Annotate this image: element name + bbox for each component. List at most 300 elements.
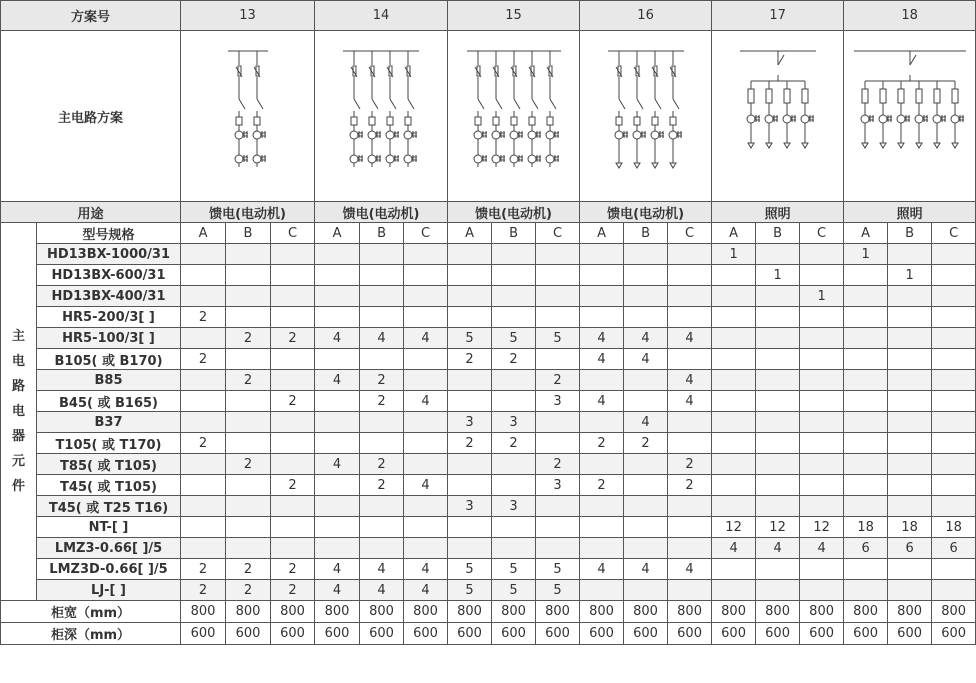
component-count <box>844 433 888 454</box>
component-count: 2 <box>181 433 226 454</box>
dimension-value: 800 <box>844 601 888 623</box>
component-count <box>712 412 756 433</box>
component-count: 2 <box>181 580 226 601</box>
dimension-value: 800 <box>624 601 668 623</box>
component-count <box>580 538 624 559</box>
component-count <box>271 517 315 538</box>
component-count <box>536 307 580 328</box>
circuit-diagram-cell <box>580 31 712 202</box>
dimension-row <box>1 601 976 623</box>
component-count <box>844 328 888 349</box>
component-row <box>1 328 976 349</box>
component-count <box>226 433 271 454</box>
component-count <box>624 475 668 496</box>
component-count <box>315 307 360 328</box>
component-count <box>624 370 668 391</box>
component-count <box>536 517 580 538</box>
component-count <box>404 286 448 307</box>
component-row <box>1 496 976 517</box>
component-count: 4 <box>360 580 404 601</box>
component-count <box>756 244 800 265</box>
component-count <box>844 454 888 475</box>
dimension-value: 600 <box>932 623 976 645</box>
component-count <box>888 391 932 412</box>
component-count <box>181 391 226 412</box>
component-count: 18 <box>888 517 932 538</box>
component-count <box>226 391 271 412</box>
component-count <box>315 433 360 454</box>
component-count <box>844 265 888 286</box>
dimension-value: 600 <box>668 623 712 645</box>
component-count <box>448 286 492 307</box>
component-name: T45( 或 T25 T16) <box>37 496 181 517</box>
component-count <box>226 538 271 559</box>
dimension-value: 600 <box>888 623 932 645</box>
component-count <box>712 328 756 349</box>
component-count <box>360 433 404 454</box>
component-count <box>226 286 271 307</box>
component-count <box>844 496 888 517</box>
component-count <box>404 454 448 475</box>
component-name: T85( 或 T105) <box>37 454 181 475</box>
component-count <box>712 580 756 601</box>
component-count <box>800 244 844 265</box>
component-row <box>1 412 976 433</box>
component-count <box>226 349 271 370</box>
component-count <box>756 307 800 328</box>
sub-column-header: C <box>668 223 712 244</box>
component-count <box>624 454 668 475</box>
component-count <box>580 412 624 433</box>
component-count <box>181 496 226 517</box>
component-count: 1 <box>844 244 888 265</box>
dimension-value: 600 <box>624 623 668 645</box>
component-count <box>536 265 580 286</box>
component-count <box>448 454 492 475</box>
component-count <box>800 412 844 433</box>
component-count <box>271 454 315 475</box>
component-count <box>668 349 712 370</box>
component-count <box>580 496 624 517</box>
usage-value: 馈电(电动机) <box>580 202 712 223</box>
component-row <box>1 349 976 370</box>
sub-column-header: B <box>624 223 668 244</box>
component-count <box>271 412 315 433</box>
component-count <box>844 370 888 391</box>
circuit-label: 主电路方案 <box>1 31 181 202</box>
circuit-diagram-15 <box>449 33 579 199</box>
component-count <box>580 454 624 475</box>
component-count <box>624 517 668 538</box>
component-count <box>492 538 536 559</box>
component-row <box>1 454 976 475</box>
component-count <box>315 496 360 517</box>
component-count: 2 <box>226 370 271 391</box>
component-count <box>360 307 404 328</box>
dimension-value: 800 <box>580 601 624 623</box>
component-count: 3 <box>536 391 580 412</box>
component-count: 2 <box>181 349 226 370</box>
component-count <box>360 349 404 370</box>
dimension-value: 800 <box>756 601 800 623</box>
component-count <box>932 328 976 349</box>
component-count <box>226 307 271 328</box>
component-count: 3 <box>448 496 492 517</box>
component-count <box>404 517 448 538</box>
component-count: 4 <box>580 328 624 349</box>
component-count <box>181 412 226 433</box>
component-count <box>404 433 448 454</box>
component-count <box>536 433 580 454</box>
sub-header-row <box>1 223 976 244</box>
scheme-number: 17 <box>712 1 844 31</box>
component-count: 4 <box>668 328 712 349</box>
sub-column-header: B <box>756 223 800 244</box>
component-count: 4 <box>404 328 448 349</box>
dimension-value: 800 <box>800 601 844 623</box>
component-count <box>624 244 668 265</box>
dimension-value: 800 <box>226 601 271 623</box>
component-count <box>712 559 756 580</box>
component-count <box>932 580 976 601</box>
component-count: 2 <box>271 475 315 496</box>
component-count <box>712 370 756 391</box>
usage-value: 照明 <box>844 202 976 223</box>
component-count <box>932 307 976 328</box>
component-count: 4 <box>315 370 360 391</box>
component-count: 18 <box>932 517 976 538</box>
sub-column-header: B <box>226 223 271 244</box>
component-count: 5 <box>492 580 536 601</box>
component-count <box>932 433 976 454</box>
component-count <box>756 412 800 433</box>
component-count <box>932 244 976 265</box>
component-count <box>668 412 712 433</box>
component-group-label <box>1 223 37 601</box>
component-count <box>226 475 271 496</box>
dimension-value: 600 <box>536 623 580 645</box>
dimension-row <box>1 623 976 645</box>
component-count <box>271 538 315 559</box>
component-count <box>800 265 844 286</box>
component-count <box>756 475 800 496</box>
component-count <box>536 349 580 370</box>
component-count: 6 <box>844 538 888 559</box>
dimension-value: 800 <box>668 601 712 623</box>
component-count: 4 <box>404 391 448 412</box>
dimension-value: 600 <box>226 623 271 645</box>
component-count: 2 <box>360 454 404 475</box>
circuit-diagram-cell <box>315 31 448 202</box>
scheme-number: 18 <box>844 1 976 31</box>
component-count <box>932 475 976 496</box>
component-count <box>492 391 536 412</box>
component-count <box>181 370 226 391</box>
component-count: 2 <box>226 580 271 601</box>
component-count <box>888 328 932 349</box>
component-count <box>668 286 712 307</box>
component-row <box>1 391 976 412</box>
component-count: 2 <box>448 433 492 454</box>
component-count <box>492 265 536 286</box>
component-count <box>888 349 932 370</box>
component-row <box>1 559 976 580</box>
dimension-value: 800 <box>315 601 360 623</box>
dimension-value: 600 <box>360 623 404 645</box>
component-count <box>226 265 271 286</box>
component-count <box>756 559 800 580</box>
component-count <box>271 307 315 328</box>
component-count: 4 <box>668 559 712 580</box>
component-count <box>712 433 756 454</box>
header-row <box>1 1 976 31</box>
scheme-number: 14 <box>315 1 448 31</box>
component-count <box>448 517 492 538</box>
component-count <box>181 328 226 349</box>
component-count <box>932 349 976 370</box>
component-count: 2 <box>448 349 492 370</box>
component-count: 1 <box>800 286 844 307</box>
component-count <box>404 244 448 265</box>
component-count <box>404 538 448 559</box>
component-count: 2 <box>668 475 712 496</box>
component-count <box>536 496 580 517</box>
component-count: 2 <box>226 559 271 580</box>
component-count <box>226 244 271 265</box>
component-count <box>668 580 712 601</box>
component-count: 5 <box>492 559 536 580</box>
component-name: B37 <box>37 412 181 433</box>
component-count: 4 <box>404 475 448 496</box>
dimension-value: 600 <box>315 623 360 645</box>
component-count <box>404 307 448 328</box>
component-count <box>181 475 226 496</box>
component-count: 2 <box>668 454 712 475</box>
component-count <box>888 454 932 475</box>
scheme-number: 13 <box>181 1 315 31</box>
component-count <box>404 412 448 433</box>
circuit-diagram-cell <box>181 31 315 202</box>
component-count: 4 <box>580 559 624 580</box>
component-count <box>668 244 712 265</box>
component-count <box>271 349 315 370</box>
component-count <box>360 517 404 538</box>
component-count <box>624 307 668 328</box>
circuit-diagram-14 <box>316 33 446 199</box>
component-count <box>580 286 624 307</box>
usage-value: 馈电(电动机) <box>448 202 580 223</box>
circuit-diagram-cell <box>712 31 844 202</box>
component-count <box>624 580 668 601</box>
component-count: 4 <box>315 454 360 475</box>
component-name: HR5-100/3[ ] <box>37 328 181 349</box>
component-count: 12 <box>800 517 844 538</box>
component-count <box>360 244 404 265</box>
component-count <box>580 580 624 601</box>
sub-column-header: A <box>844 223 888 244</box>
component-count: 2 <box>492 433 536 454</box>
component-count <box>624 538 668 559</box>
component-name: T105( 或 T170) <box>37 433 181 454</box>
component-row <box>1 475 976 496</box>
component-count <box>888 496 932 517</box>
component-count: 1 <box>712 244 756 265</box>
component-count <box>844 412 888 433</box>
circuit-diagram-cell <box>844 31 976 202</box>
sub-column-header: B <box>492 223 536 244</box>
component-count <box>580 307 624 328</box>
component-name: LJ-[ ] <box>37 580 181 601</box>
sub-column-header: A <box>181 223 226 244</box>
component-name: HD13BX-600/31 <box>37 265 181 286</box>
component-count <box>712 265 756 286</box>
component-row <box>1 307 976 328</box>
component-count <box>404 265 448 286</box>
component-count <box>360 412 404 433</box>
component-count: 2 <box>492 349 536 370</box>
component-count <box>536 412 580 433</box>
component-count: 4 <box>624 412 668 433</box>
component-count <box>226 412 271 433</box>
component-count: 2 <box>360 370 404 391</box>
component-count <box>315 475 360 496</box>
component-count: 4 <box>404 580 448 601</box>
dimension-label: 柜宽（mm） <box>1 601 181 623</box>
component-count <box>844 349 888 370</box>
component-row <box>1 580 976 601</box>
component-count <box>712 286 756 307</box>
component-count <box>844 580 888 601</box>
component-count: 3 <box>448 412 492 433</box>
component-count <box>404 370 448 391</box>
component-count <box>271 370 315 391</box>
component-count <box>888 433 932 454</box>
component-count <box>800 349 844 370</box>
component-count <box>932 454 976 475</box>
dimension-value: 800 <box>712 601 756 623</box>
component-count <box>448 265 492 286</box>
sub-column-header: A <box>712 223 756 244</box>
dimension-value: 800 <box>536 601 580 623</box>
component-count <box>580 265 624 286</box>
component-count: 4 <box>756 538 800 559</box>
component-count: 4 <box>580 349 624 370</box>
component-count <box>448 391 492 412</box>
component-count <box>624 265 668 286</box>
component-count <box>181 538 226 559</box>
component-count <box>492 517 536 538</box>
component-count <box>580 517 624 538</box>
component-count: 4 <box>624 349 668 370</box>
dimension-value: 600 <box>448 623 492 645</box>
component-count <box>932 496 976 517</box>
component-count <box>712 475 756 496</box>
component-count: 4 <box>712 538 756 559</box>
component-count <box>624 286 668 307</box>
component-name: B105( 或 B170) <box>37 349 181 370</box>
component-count <box>360 265 404 286</box>
component-count <box>536 286 580 307</box>
component-count <box>580 244 624 265</box>
dimension-value: 600 <box>844 623 888 645</box>
component-count: 2 <box>536 370 580 391</box>
component-count: 1 <box>756 265 800 286</box>
component-count: 5 <box>448 559 492 580</box>
dimension-value: 600 <box>404 623 448 645</box>
component-count <box>888 475 932 496</box>
component-count: 6 <box>932 538 976 559</box>
component-count: 3 <box>492 496 536 517</box>
component-count: 5 <box>536 328 580 349</box>
component-count <box>360 538 404 559</box>
component-name: HR5-200/3[ ] <box>37 307 181 328</box>
component-count <box>315 412 360 433</box>
component-count <box>492 370 536 391</box>
component-count <box>888 244 932 265</box>
circuit-diagram-13 <box>183 33 313 199</box>
component-count <box>448 370 492 391</box>
component-count <box>844 307 888 328</box>
component-count <box>315 349 360 370</box>
component-count <box>800 580 844 601</box>
component-count <box>181 265 226 286</box>
component-count <box>404 349 448 370</box>
component-row <box>1 244 976 265</box>
dimension-value: 800 <box>181 601 226 623</box>
component-row <box>1 265 976 286</box>
component-count <box>492 475 536 496</box>
component-count <box>668 496 712 517</box>
component-count: 2 <box>226 328 271 349</box>
component-count <box>668 517 712 538</box>
component-count <box>756 496 800 517</box>
component-count <box>668 307 712 328</box>
usage-value: 照明 <box>712 202 844 223</box>
component-name: B45( 或 B165) <box>37 391 181 412</box>
component-count: 2 <box>360 391 404 412</box>
component-count <box>181 454 226 475</box>
component-count: 2 <box>181 307 226 328</box>
dimension-value: 600 <box>580 623 624 645</box>
dimension-label: 柜深（mm） <box>1 623 181 645</box>
component-count: 4 <box>360 328 404 349</box>
component-count <box>932 286 976 307</box>
component-count <box>932 391 976 412</box>
component-count <box>800 370 844 391</box>
dimension-value: 800 <box>271 601 315 623</box>
dimension-value: 800 <box>492 601 536 623</box>
sub-column-header: A <box>580 223 624 244</box>
component-count <box>360 286 404 307</box>
dimension-value: 600 <box>492 623 536 645</box>
scheme-number: 15 <box>448 1 580 31</box>
component-group-text: 主电路电器元件 <box>11 329 25 494</box>
component-count <box>181 286 226 307</box>
component-count <box>800 391 844 412</box>
circuit-diagram-cell <box>448 31 580 202</box>
component-count: 2 <box>226 454 271 475</box>
component-count <box>756 580 800 601</box>
sub-column-header: B <box>360 223 404 244</box>
component-count <box>756 286 800 307</box>
component-count <box>181 517 226 538</box>
dimension-value: 800 <box>404 601 448 623</box>
component-count <box>932 559 976 580</box>
component-count <box>712 307 756 328</box>
component-count <box>932 370 976 391</box>
component-count <box>492 307 536 328</box>
component-count <box>712 496 756 517</box>
